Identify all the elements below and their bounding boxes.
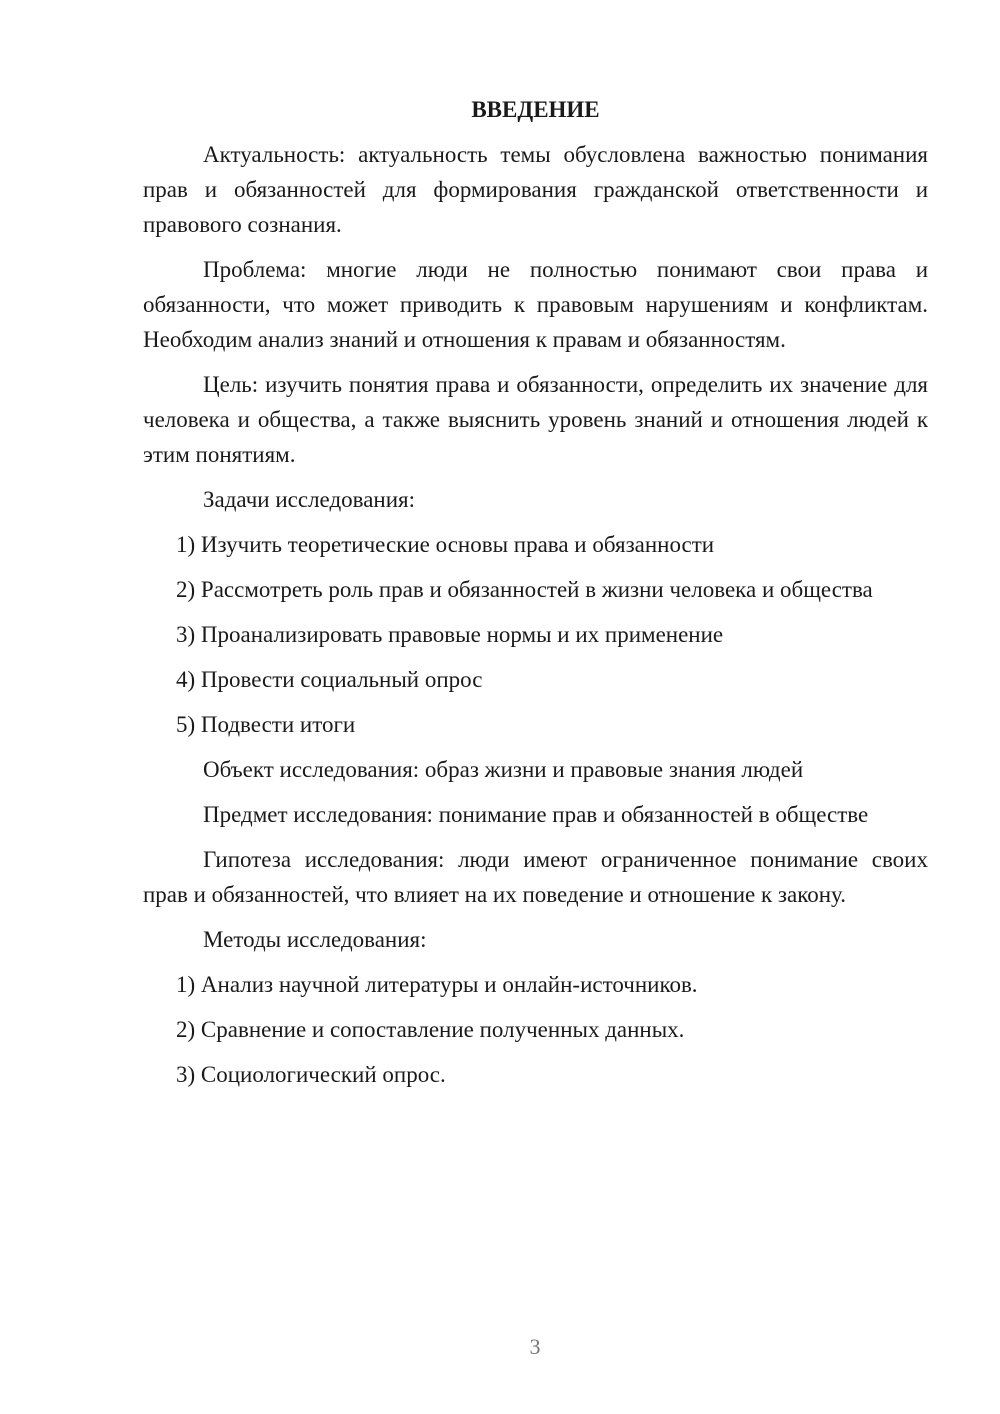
problem-paragraph: Проблема: многие люди не полностью понимают свои права и обязанности, что может приводить к правовым нарушениям и конфликтам. Необходим анализ знаний и отношения к правам и обязанностям. <box>143 257 928 352</box>
hypothesis-paragraph: Гипотеза исследования: люди имеют ограниченное понимание своих прав и обязанностей, что влияет на их поведение и отношение к закону. <box>143 847 928 907</box>
page-title: ВВЕДЕНИЕ <box>471 97 600 122</box>
task-item: 2) Рассмотреть роль прав и обязанностей в жизни человека и общества <box>176 577 873 602</box>
method-item: 3) Социологический опрос. <box>176 1062 446 1087</box>
task-item: 5) Подвести итоги <box>176 712 356 737</box>
methods-heading: Методы исследования: <box>203 927 427 952</box>
method-item: 1) Анализ научной литературы и онлайн-источников. <box>176 972 698 997</box>
subject-paragraph: Предмет исследования: понимание прав и обязанностей в обществе <box>203 802 869 827</box>
tasks-heading: Задачи исследования: <box>203 487 416 512</box>
relevance-paragraph: Актуальность: актуальность темы обусловлена важностью понимания прав и обязанностей для формирования гражданской ответственности и правового сознания. <box>143 142 928 237</box>
object-paragraph: Объект исследования: образ жизни и правовые знания людей <box>203 757 804 782</box>
task-item: 1) Изучить теоретические основы права и обязанности <box>176 532 715 557</box>
page-content <box>143 92 928 1102</box>
task-item: 3) Проанализировать правовые нормы и их применение <box>176 622 724 647</box>
task-item: 4) Провести социальный опрос <box>176 667 483 692</box>
goal-paragraph: Цель: изучить понятия права и обязанности, определить их значение для человека и общества, а также выяснить уровень знаний и отношения людей к этим понятиям. <box>143 372 928 467</box>
page-number: 3 <box>529 1334 541 1359</box>
method-item: 2) Сравнение и сопоставление полученных данных. <box>176 1017 685 1042</box>
